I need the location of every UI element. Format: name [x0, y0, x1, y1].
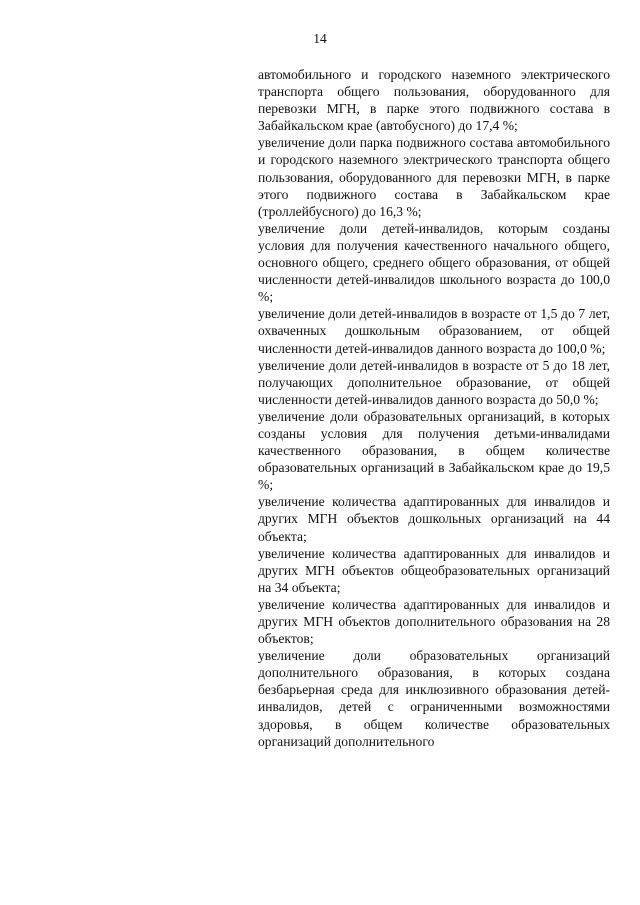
paragraph: увеличение доли детей-инвалидов, которым созданы условия для получения качественного начального общего, основного общего, среднего общего образования, от общей численности детей-инвалидов школьного возраста до 100,0 %;: [258, 220, 610, 305]
document-body: [258, 66, 610, 750]
paragraph: автомобильного и городского наземного электрического транспорта общего пользования, оборудованного для перевозки МГН, в парке этого подвижного состава в Забайкальском крае (автобусного) до 17,4 %;: [258, 67, 610, 134]
paragraph: увеличение доли детей-инвалидов в возрасте от 5 до 18 лет, получающих дополнительное образование, от общей численности детей-инвалидов данного возраста до 50,0 %;: [258, 357, 610, 407]
paragraph: увеличение доли образовательных организаций, в которых созданы условия для получения детьми-инвалидами качественного образования, в общем количестве образовательных организаций в Забайкальском крае до 19,5 %;: [258, 408, 610, 493]
paragraph: увеличение количества адаптированных для инвалидов и других МГН объектов дошкольных организаций на 44 объекта;: [258, 494, 610, 544]
paragraph: увеличение доли образовательных организаций дополнительного образования, в которых создана безбарьерная среда для инклюзивного образования детей-инвалидов, детей с ограниченными возможностями здоровья, в общем количестве образовательных организаций дополнительного: [258, 648, 610, 749]
paragraph: увеличение доли парка подвижного состава автомобильного и городского наземного электрического транспорта общего пользования, оборудованного для перевозки МГН, в парке этого подвижного состава в Забайкальском крае (троллейбусного) до 16,3 %;: [258, 135, 610, 219]
paragraph: увеличение количества адаптированных для инвалидов и других МГН объектов дополнительного образования на 28 объектов;: [258, 596, 610, 647]
paragraph: увеличение количества адаптированных для инвалидов и других МГН объектов общеобразовательных организаций на 34 объекта;: [258, 545, 610, 595]
paragraph: увеличение доли детей-инвалидов в возрасте от 1,5 до 7 лет, охваченных дошкольным образованием, от общей численности детей-инвалидов данного возраста до 100,0 %;: [258, 306, 610, 356]
page-number: 14: [313, 31, 327, 46]
